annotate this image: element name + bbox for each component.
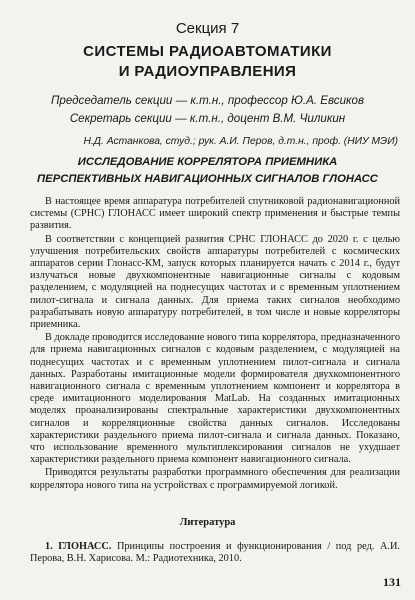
literature-heading: Литература — [179, 517, 236, 528]
section-label: Секция 7 — [175, 20, 240, 37]
reference-text: Принципы построения и функционирования / под ред. А.И. Перова, В.Н. Харисова. М.: Радиотехника, 2010. — [30, 541, 400, 565]
section-title-line1: СИСТЕМЫ РАДИОАВТОМАТИКИ — [83, 43, 332, 60]
section-title-line2: И РАДИОУПРАВЛЕНИЯ — [118, 63, 297, 80]
paragraph: В соответствии с концепцией развития СРНС ГЛОНАСС до 2020 г. с целью улучшения потребительских свойств аппаратуры потребителей с космических аппаратов серии Глонасс-КМ, запуск которых планируется начать с 2014 г., будут излучаться новые двухкомпонентные навигационные сигналы с кодовым разделением, с модуляцией на поднесущих частотах и с временным уплотнением пилот-сигнала и сигнала данных. Для приема таких сигналов необходимо разрабатывать новую аппаратуру потребителей, в том числе и новые корреляторы приемника. — [30, 233, 400, 331]
paper-title-line2: ПЕРСПЕКТИВНЫХ НАВИГАЦИОННЫХ СИГНАЛОВ ГЛОНАСС — [37, 173, 378, 185]
paragraph: Приводятся результаты разработки программного обеспечения для реализации коррелятора нового типа на устройствах с программируемой логикой. — [30, 467, 400, 491]
reference-label: 1. ГЛОНАСС. — [45, 541, 112, 552]
paragraph: В настоящее время аппаратура потребителей спутниковой радионавигационной системы (СРНС) ГЛОНАСС имеет широкий спектр применения и быстрые темпы развития. — [30, 196, 400, 232]
page-number: 131 — [383, 575, 401, 589]
section-secretary: Секретарь секции — к.т.н., доцент В.М. Чиликин — [69, 112, 346, 125]
paragraph: В докладе проводится исследование нового типа коррелятора, предназначенного для приема навигационных сигналов с кодовым разделением, с модуляцией на поднесущих частотах и с временным уплотнением пилот-сигнала и сигнала данных. Разработаны имитационные модели формирователя двухкомпонентного навигационного сигнала с временным уплотнением компонент и коррелятора в среде имитационного моделирования MatLab. На созданных имитационных моделях проанализированы спектральные характеристики двухкомпонентных сигналов и корреляционные свойства данных сигналов. Исследованы характеристики раздельного приема пилот-сигнала и сигнала данных. Показано, что использование временного мультиплексирования сигналов не ухудшает характеристики раздельного приема компонент навигационного сигнала. — [30, 332, 400, 466]
reference-item — [30, 541, 400, 565]
paper-authors: Н.Д. Астанкова, студ.; рук. А.И. Перов, д.т.н., проф. (НИУ МЭИ) — [83, 136, 398, 147]
section-chair: Председатель секции — к.т.н., профессор Ю.А. Евсиков — [50, 94, 364, 107]
paper-title-line1: ИССЛЕДОВАНИЕ КОРРЕЛЯТОРА ПРИЕМНИКА — [77, 156, 338, 168]
paper-body — [30, 196, 400, 493]
